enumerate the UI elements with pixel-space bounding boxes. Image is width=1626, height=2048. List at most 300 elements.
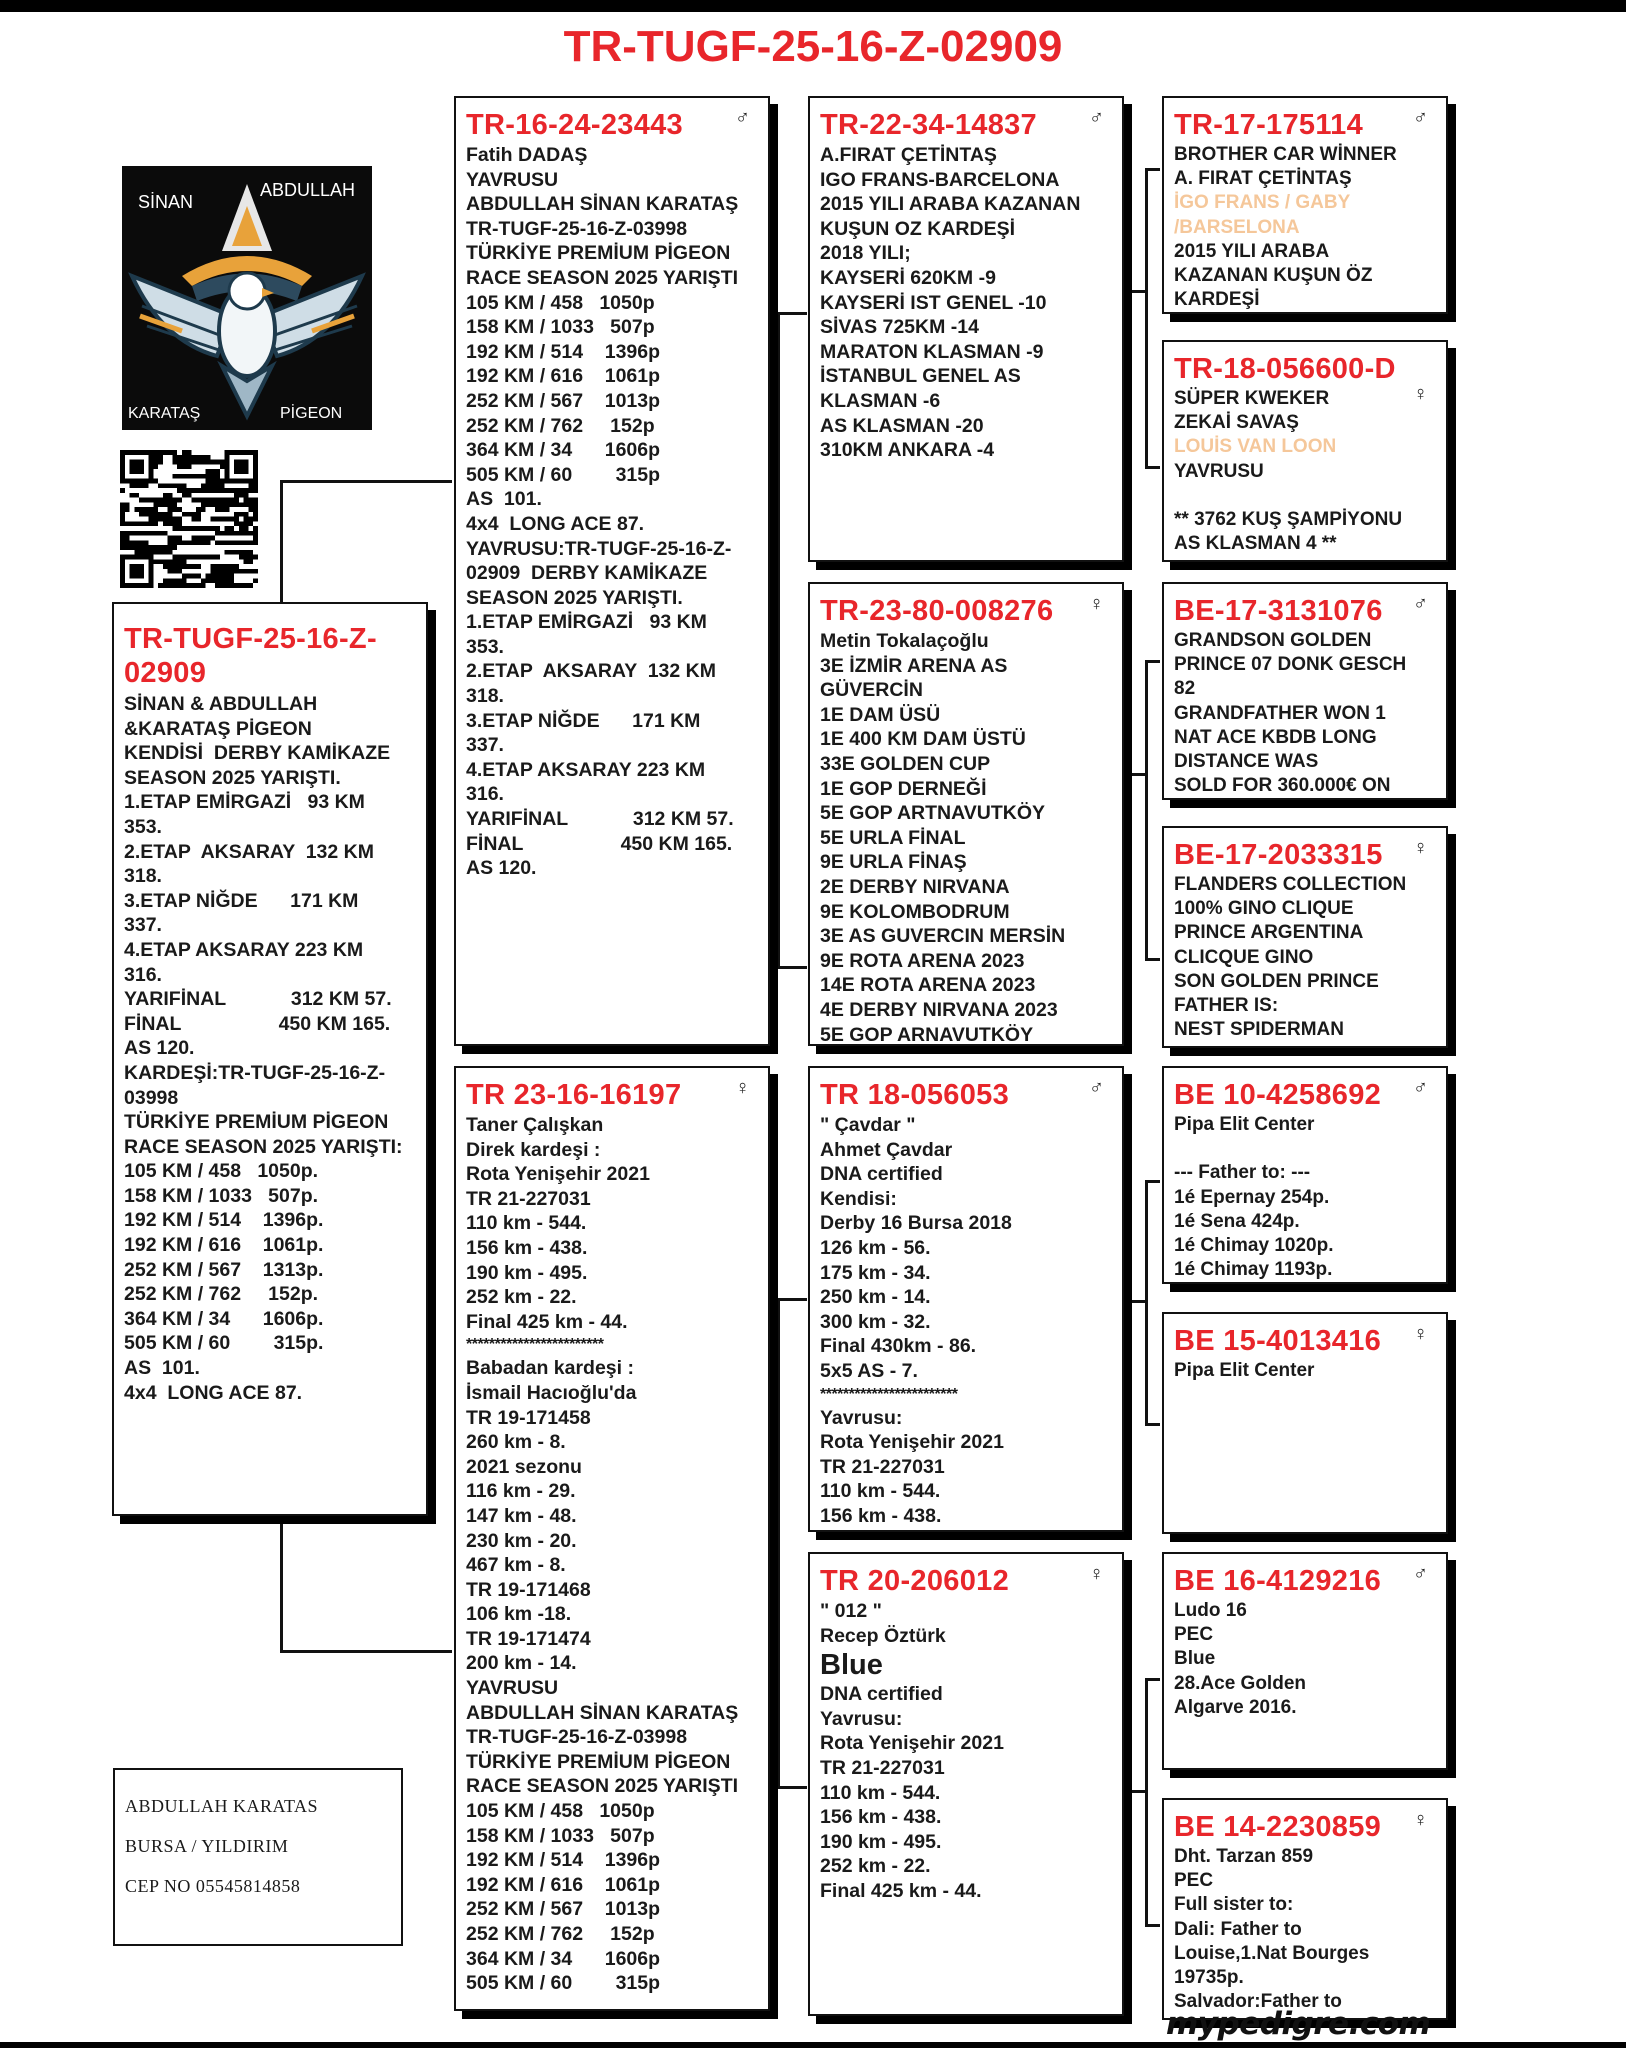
- detail-line: AS 120.: [124, 1037, 195, 1060]
- detail-line: 316.: [466, 783, 504, 806]
- detail-line: 1é Sena 424p.: [1174, 1210, 1300, 1232]
- detail-line: Derby 16 Bursa 2018: [820, 1212, 1012, 1235]
- detail-line: KAZANAN KUŞUN ÖZ: [1174, 265, 1373, 287]
- detail-line: 156 km - 438.: [820, 1806, 942, 1829]
- detail-line: 318.: [466, 685, 504, 708]
- great-grandparent-details: [1174, 387, 1436, 556]
- detail-line: 2015 YILI ARABA: [1174, 240, 1330, 262]
- detail-line: ABDULLAH SİNAN KARATAŞ: [466, 193, 739, 216]
- detail-line: 1E 400 KM DAM ÜSTÜ: [820, 728, 1026, 751]
- male-icon: ♂: [1413, 1563, 1428, 1585]
- connector-line: [1145, 168, 1160, 171]
- connector-line: [1122, 773, 1147, 776]
- detail-line: 192 KM / 616 1061p: [466, 365, 661, 388]
- detail-line: Pipa Elit Center: [1174, 1114, 1315, 1135]
- great-grandparent-details: [1174, 629, 1436, 798]
- sire-dam-card[interactable]: [808, 582, 1124, 1046]
- male-icon: ♂: [1413, 107, 1428, 129]
- great-grandparent-details: [1174, 1599, 1436, 1720]
- detail-line: GÜVERCİN: [820, 679, 923, 702]
- detail-line: Full sister to:: [1174, 1894, 1294, 1916]
- detail-line: TR-TUGF-25-16-Z-03998: [466, 1726, 688, 1749]
- connector-line: [280, 480, 452, 483]
- detail-line: 3E AS GUVERCIN MERSİN: [820, 925, 1066, 948]
- connector-line: [1145, 466, 1160, 469]
- detail-line: AS 101.: [466, 488, 542, 511]
- detail-line: MARATON KLASMAN -9: [820, 340, 1044, 363]
- male-icon: ♂: [1089, 1077, 1104, 1099]
- detail-line: ABDULLAH SİNAN KARATAŞ: [466, 1701, 739, 1724]
- detail-line: Final 425 km - 44.: [820, 1879, 982, 1902]
- detail-line: 4.ETAP AKSARAY 223 KM: [124, 938, 364, 961]
- dam-sire-ring-number[interactable]: TR 18-056053: [820, 1079, 1009, 1111]
- detail-line: TR 21-227031: [466, 1187, 591, 1210]
- great-grandparent-card[interactable]: [1162, 1552, 1448, 1770]
- detail-line: SEASON 2025 YARIŞTI.: [124, 766, 341, 789]
- great-grandparent-card[interactable]: [1162, 1312, 1448, 1534]
- page-title: TR-TUGF-25-16-Z-02909: [563, 22, 1063, 71]
- detail-line: LOUİS VAN LOON: [1174, 436, 1337, 458]
- detail-line: Rota Yenişehir 2021: [820, 1732, 1004, 1755]
- detail-line: 2015 YILI ARABA KAZANAN: [820, 193, 1081, 216]
- connector-line: [1122, 290, 1147, 293]
- detail-line: SOLD FOR 360.000€ ON: [1174, 775, 1391, 797]
- detail-line: 2018 YILI;: [820, 242, 911, 265]
- detail-line: FLANDERS COLLECTION: [1174, 874, 1407, 895]
- connector-line: [777, 1298, 807, 1301]
- detail-line: 2E DERBY NIRVANA: [820, 875, 1010, 898]
- great-grandparent-details: [1174, 143, 1436, 312]
- detail-line: 252 KM / 567 1013p: [466, 1898, 661, 1921]
- detail-line: DISTANCE WAS: [1174, 751, 1319, 773]
- eagle-pigeon-emblem-icon: [122, 166, 372, 430]
- detail-line: YARIFİNAL 312 KM 57.: [124, 988, 392, 1011]
- female-icon: ♀: [1413, 837, 1428, 859]
- dam-details: [466, 1113, 758, 1996]
- detail-line: 505 KM / 60 315p: [466, 463, 661, 486]
- detail-line: 82: [1174, 678, 1196, 700]
- detail-line: DNA certified: [820, 1683, 943, 1706]
- qr-code-graphic: [120, 450, 258, 588]
- detail-line: 300 km - 32.: [820, 1310, 931, 1333]
- detail-line: 200 km - 14.: [466, 1652, 577, 1675]
- detail-line: 1.ETAP EMİRGAZİ 93 KM: [124, 791, 365, 814]
- detail-line: 353.: [466, 635, 504, 658]
- detail-line: 9E KOLOMBODRUM: [820, 900, 1010, 923]
- detail-line: --- Father to: ---: [1174, 1162, 1311, 1184]
- detail-line: ************************: [466, 1336, 604, 1354]
- detail-line: PEC: [1174, 1624, 1214, 1646]
- detail-line: 2.ETAP AKSARAY 132 KM: [466, 660, 716, 683]
- detail-line: " Çavdar ": [820, 1114, 916, 1136]
- detail-line: 1.ETAP EMİRGAZİ 93 KM: [466, 611, 707, 634]
- dam-dam-card[interactable]: [808, 1552, 1124, 2016]
- owner-name: ABDULLAH KARATAS: [125, 1796, 319, 1816]
- connector-line: [1145, 660, 1160, 663]
- detail-line: İGO FRANS / GABY: [1174, 192, 1351, 214]
- detail-line: 14E ROTA ARENA 2023: [820, 974, 1036, 997]
- detail-line: 252 km - 22.: [466, 1286, 577, 1309]
- female-icon: ♀: [735, 1077, 750, 1099]
- detail-line: PRINCE ARGENTINA: [1174, 922, 1364, 944]
- connector-line: [777, 1298, 780, 1788]
- detail-line: 337.: [124, 914, 162, 937]
- detail-line: KARDEŞİ:TR-TUGF-25-16-Z-: [124, 1061, 386, 1084]
- detail-line: Ahmet Çavdar: [820, 1138, 953, 1161]
- detail-line: 316.: [124, 963, 162, 986]
- great-grandparent-details: [1174, 873, 1436, 1042]
- breeder-logo: [122, 166, 372, 430]
- detail-line: AS KLASMAN -20: [820, 414, 984, 437]
- detail-line: PEC: [1174, 1870, 1214, 1892]
- detail-line: Rota Yenişehir 2021: [820, 1431, 1004, 1454]
- detail-line: 100% GINO CLIQUE: [1174, 898, 1354, 920]
- detail-line: Yavrusu:: [820, 1707, 903, 1730]
- detail-line: Pipa Elit Center: [1174, 1360, 1315, 1381]
- detail-line: 4E DERBY NIRVANA 2023: [820, 998, 1058, 1021]
- detail-line: 1é Chimay 1193p.: [1174, 1259, 1333, 1281]
- detail-line: 1E DAM ÜSÜ: [820, 703, 941, 726]
- detail-line: 252 KM / 762 152p: [466, 1923, 655, 1945]
- detail-line: KUŞUN OZ KARDEŞİ: [820, 217, 1016, 240]
- female-icon: ♀: [1089, 593, 1104, 615]
- connector-line: [777, 1786, 807, 1789]
- great-grandparent-ring-number[interactable]: TR-18-056600-D: [1174, 353, 1396, 385]
- detail-line: 2021 sezonu: [466, 1455, 582, 1478]
- female-icon: ♀: [1413, 383, 1428, 405]
- detail-line: 110 km - 544.: [820, 1480, 941, 1503]
- detail-line: " 012 ": [820, 1600, 882, 1622]
- detail-line: 28.Ace Golden: [1174, 1672, 1306, 1694]
- male-icon: ♂: [735, 107, 750, 129]
- detail-line: SÜPER KWEKER: [1174, 388, 1330, 409]
- detail-line: 192 KM / 616 1061p: [466, 1873, 661, 1896]
- subject-details: [124, 692, 416, 1405]
- detail-line: Metin Tokalaçoğlu: [820, 630, 989, 652]
- detail-line: Fatih DADAŞ: [466, 144, 588, 166]
- detail-line: 192 KM / 514 1396p.: [124, 1209, 324, 1232]
- detail-line: KAYSERİ 620KM -9: [820, 266, 996, 289]
- great-grandparent-card[interactable]: [1162, 96, 1448, 314]
- detail-line: FATHER IS:: [1174, 995, 1279, 1017]
- detail-line: /BARSELONA: [1174, 216, 1300, 238]
- subject-ring-number[interactable]: TR-TUGF-25-16-Z-02909: [124, 623, 377, 689]
- detail-line: 192 KM / 616 1061p.: [124, 1234, 324, 1257]
- detail-line: KLASMAN -6: [820, 389, 941, 412]
- detail-line: 1é Epernay 254p.: [1174, 1186, 1330, 1208]
- connector-line: [1145, 1423, 1160, 1426]
- detail-line: 2.ETAP AKSARAY 132 KM: [124, 840, 374, 863]
- great-grandparent-card[interactable]: [1162, 582, 1448, 800]
- detail-line: 105 KM / 458 1050p.: [124, 1160, 319, 1183]
- detail-line: 1é Chimay 1020p.: [1174, 1235, 1334, 1257]
- great-grandparent-details: [1174, 1845, 1436, 2014]
- detail-line: 252 KM / 762 152p.: [124, 1283, 319, 1306]
- detail-line: 310KM ANKARA -4: [820, 439, 995, 462]
- detail-line: ************************: [820, 1385, 958, 1403]
- detail-line: 4x4 LONG ACE 87.: [466, 512, 645, 535]
- detail-line: 175 km - 34.: [820, 1261, 931, 1284]
- detail-line: Taner Çalışkan: [466, 1114, 604, 1136]
- sire-dam-ring-number[interactable]: TR-23-80-008276: [820, 595, 1054, 627]
- footer-brand-link[interactable]: mypedigre.com: [1166, 2006, 1431, 2042]
- logo-word-karatas: KARATAŞ: [128, 405, 201, 422]
- great-grandparent-ring-number[interactable]: BE 10-4258692: [1174, 1079, 1382, 1111]
- detail-line: TR 21-227031: [820, 1756, 945, 1779]
- detail-line: 106 km -18.: [466, 1603, 572, 1626]
- detail-line: TR-TUGF-25-16-Z-03998: [466, 217, 688, 240]
- detail-line: 252 km - 22.: [820, 1855, 931, 1878]
- detail-line: Final 425 km - 44.: [466, 1310, 628, 1333]
- detail-line: 158 KM / 1033 507p: [466, 1824, 655, 1847]
- dam-sire-card[interactable]: [808, 1066, 1124, 1532]
- detail-line: TÜRKİYE PREMİUM PİGEON: [466, 1750, 731, 1773]
- connector-line: [280, 1650, 452, 1653]
- detail-line: NAT ACE KBDB LONG: [1174, 726, 1377, 748]
- detail-line: Babadan kardeşi :: [466, 1357, 634, 1380]
- detail-line: KENDİSİ DERBY KAMİKAZE: [124, 742, 391, 765]
- logo-word-sinan: SİNAN: [138, 192, 194, 212]
- detail-line: TR 19-171468: [466, 1578, 591, 1601]
- detail-line: 3.ETAP NİĞDE 171 KM: [466, 709, 701, 732]
- detail-line: RACE SEASON 2025 YARIŞTI: [466, 1775, 739, 1798]
- detail-line: 260 km - 8.: [466, 1431, 566, 1454]
- owner-contact-box: [113, 1768, 403, 1946]
- detail-line: YARIFİNAL 312 KM 57.: [466, 808, 734, 831]
- detail-line: 3.ETAP NİĞDE 171 KM: [124, 889, 359, 912]
- detail-line: TR 19-171458: [466, 1406, 591, 1429]
- detail-line: NEST SPIDERMAN: [1174, 1019, 1344, 1041]
- detail-line: RACE SEASON 2025 YARIŞTI: [466, 266, 739, 289]
- connector-line: [1145, 660, 1148, 960]
- detail-line: 9E URLA FİNAŞ: [820, 851, 967, 874]
- connector-line: [280, 480, 283, 603]
- detail-line: Final 430km - 86.: [820, 1335, 977, 1358]
- qr-code-icon[interactable]: [120, 450, 258, 588]
- detail-line: 156 km - 438.: [466, 1236, 588, 1259]
- male-icon: ♂: [1413, 593, 1428, 615]
- detail-line: TR 19-171474: [466, 1627, 591, 1650]
- detail-line: 505 KM / 60 315p: [466, 1972, 661, 1995]
- detail-line: 110 km - 544.: [466, 1212, 587, 1235]
- connector-line: [1145, 1924, 1160, 1927]
- detail-line: A. FIRAT ÇETİNTAŞ: [1174, 168, 1352, 190]
- detail-line: 03998: [124, 1086, 179, 1109]
- detail-line: 105 KM / 458 1050p: [466, 1800, 655, 1823]
- detail-line: 353.: [124, 815, 162, 838]
- connector-line: [1145, 1180, 1160, 1183]
- detail-line: 252 KM / 567 1013p: [466, 389, 661, 412]
- detail-line: 192 KM / 514 1396p: [466, 1849, 661, 1872]
- detail-line: TR 21-227031: [820, 1455, 945, 1478]
- detail-line: TÜRKİYE PREMİUM PİGEON: [124, 1111, 389, 1134]
- dam-ring-number[interactable]: TR 23-16-16197: [466, 1079, 682, 1111]
- detail-line: Rota Yenişehir 2021: [466, 1163, 650, 1186]
- detail-line: RACE SEASON 2025 YARIŞTI:: [124, 1135, 403, 1158]
- detail-line: YAVRUSU: [466, 1677, 559, 1700]
- detail-line: CLICQUE GINO: [1174, 946, 1314, 968]
- detail-line: 337.: [466, 734, 504, 757]
- detail-line: 147 km - 48.: [466, 1504, 577, 1527]
- sire-dam-details: [820, 629, 1112, 1046]
- detail-line: Ludo 16: [1174, 1600, 1247, 1621]
- detail-line: 105 KM / 458 1050p: [466, 291, 655, 314]
- detail-line: Blue: [820, 1649, 883, 1682]
- detail-line: 110 km - 544.: [820, 1781, 941, 1804]
- dam-dam-ring-number[interactable]: TR 20-206012: [820, 1565, 1009, 1597]
- sire-details: [466, 143, 758, 881]
- detail-line: DNA certified: [820, 1163, 943, 1186]
- detail-line: ZEKAİ SAVAŞ: [1174, 412, 1299, 434]
- detail-line: TÜRKİYE PREMİUM PİGEON: [466, 242, 731, 265]
- detail-line: 126 km - 56.: [820, 1236, 931, 1259]
- detail-line: 02909 DERBY KAMİKAZE: [466, 562, 708, 585]
- detail-line: &KARATAŞ PİGEON: [124, 717, 312, 740]
- connector-line: [1122, 1790, 1147, 1793]
- connector-line: [1145, 958, 1160, 961]
- detail-line: SİVAS 725KM -14: [820, 316, 979, 339]
- connector-line: [777, 312, 780, 968]
- detail-line: PRINCE 07 DONK GESCH: [1174, 654, 1407, 676]
- detail-line: 116 km - 29.: [466, 1480, 576, 1503]
- detail-line: 230 km - 20.: [466, 1529, 577, 1552]
- detail-line: Kendisi:: [820, 1187, 897, 1210]
- detail-line: 364 KM / 34 1606p: [466, 1947, 661, 1970]
- detail-line: FİNAL 450 KM 165.: [466, 832, 733, 855]
- connector-line: [1145, 1678, 1160, 1681]
- detail-line: Blue: [1174, 1648, 1216, 1670]
- detail-line: 252 KM / 567 1313p.: [124, 1258, 324, 1281]
- detail-line: 364 KM / 34 1606p.: [124, 1307, 324, 1330]
- sire-sire-card[interactable]: [808, 96, 1124, 562]
- connector-line: [1145, 1678, 1148, 1926]
- owner-location: BURSA / YILDIRIM: [125, 1836, 289, 1856]
- great-grandparent-ring-number[interactable]: BE-17-2033315: [1174, 839, 1383, 871]
- dam-dam-details: [820, 1599, 1112, 1904]
- connector-line: [1122, 1300, 1147, 1303]
- detail-line: Dht. Tarzan 859: [1174, 1846, 1314, 1867]
- detail-line: 5E GOP ARTNAVUTKÖY: [820, 802, 1046, 825]
- great-grandparent-details: [1174, 1359, 1436, 1383]
- detail-line: [1174, 484, 1436, 508]
- detail-line: 5E GOP ARNAVUTKÖY: [820, 1023, 1034, 1046]
- detail-line: GRANDSON GOLDEN: [1174, 630, 1372, 651]
- detail-line: SEASON 2025 YARIŞTI.: [466, 586, 683, 609]
- detail-line: 505 KM / 60 315p.: [124, 1332, 324, 1355]
- detail-line: AS 120.: [466, 857, 537, 880]
- detail-line: 4x4 LONG ACE 87.: [124, 1381, 303, 1404]
- detail-line: AS KLASMAN 4 **: [1174, 533, 1337, 555]
- female-icon: ♀: [1413, 1809, 1428, 1831]
- detail-line: Salvador:Father to: [1174, 1991, 1342, 2013]
- detail-line: [1174, 1137, 1436, 1161]
- detail-line: Direk kardeşi :: [466, 1138, 601, 1161]
- detail-line: FİNAL 450 KM 165.: [124, 1012, 391, 1035]
- detail-line: GRANDFATHER WON 1: [1174, 702, 1386, 724]
- female-icon: ♀: [1413, 1323, 1428, 1345]
- subject-pigeon-card[interactable]: [112, 602, 428, 1516]
- detail-line: KAYSERİ IST GENEL -10: [820, 291, 1047, 314]
- dam-card[interactable]: [454, 1066, 770, 2011]
- detail-line: AS 101.: [124, 1357, 200, 1380]
- detail-line: BROTHER CAR WİNNER: [1174, 144, 1397, 165]
- detail-line: 467 km - 8.: [466, 1554, 566, 1577]
- detail-line: 190 km - 495.: [820, 1830, 942, 1853]
- connector-line: [280, 1512, 283, 1652]
- sire-sire-ring-number[interactable]: TR-22-34-14837: [820, 109, 1037, 141]
- sire-card[interactable]: [454, 96, 770, 1046]
- sire-sire-details: [820, 143, 1112, 463]
- detail-line: Algarve 2016.: [1174, 1696, 1297, 1718]
- detail-line: 252 KM / 762 152p: [466, 414, 655, 437]
- detail-line: YAVRUSU: [466, 168, 559, 191]
- logo-word-abdullah: ABDULLAH: [260, 180, 356, 200]
- connector-line: [777, 966, 807, 969]
- detail-line: 9E ROTA ARENA 2023: [820, 949, 1025, 972]
- detail-line: YAVRUSU: [1174, 460, 1264, 482]
- detail-line: 4.ETAP AKSARAY 223 KM: [466, 758, 706, 781]
- owner-phone[interactable]: CEP NO 05545814858: [125, 1876, 301, 1896]
- great-grandparent-ring-number[interactable]: BE 14-2230859: [1174, 1811, 1382, 1843]
- top-border-bar: [0, 0, 1626, 12]
- great-grandparent-ring-number[interactable]: BE-17-3131076: [1174, 595, 1383, 627]
- detail-line: A.FIRAT ÇETİNTAŞ: [820, 144, 997, 166]
- great-grandparent-details: [1174, 1113, 1436, 1282]
- great-grandparent-ring-number[interactable]: BE 15-4013416: [1174, 1325, 1382, 1357]
- great-grandparent-card[interactable]: [1162, 1798, 1448, 2020]
- detail-line: 190 km - 495.: [466, 1261, 588, 1284]
- detail-line: Yavrusu:: [820, 1406, 903, 1429]
- great-grandparent-ring-number[interactable]: TR-17-175114: [1174, 109, 1363, 141]
- detail-line: 158 KM / 1033 507p.: [124, 1184, 319, 1207]
- detail-line: İsmail Hacıoğlu'da: [466, 1381, 637, 1404]
- sire-ring-number[interactable]: TR-16-24-23443: [466, 109, 683, 141]
- dam-sire-details: [820, 1113, 1112, 1529]
- detail-line: 33E GOLDEN CUP: [820, 752, 991, 775]
- detail-line: 3E İZMİR ARENA AS: [820, 654, 1008, 677]
- detail-line: 192 KM / 514 1396p: [466, 340, 661, 363]
- logo-word-pigeon: PİGEON: [280, 405, 343, 422]
- great-grandparent-card[interactable]: [1162, 340, 1448, 562]
- detail-line: Dali: Father to: [1174, 1918, 1302, 1940]
- detail-line: 5E URLA FİNAL: [820, 826, 966, 849]
- detail-line: 364 KM / 34 1606p: [466, 439, 661, 462]
- detail-line: 156 km - 438.: [820, 1504, 942, 1527]
- detail-line: 5x5 AS - 7.: [820, 1359, 918, 1382]
- connector-line: [1145, 168, 1148, 468]
- bottom-border-bar: [0, 2042, 1626, 2048]
- detail-line: KARDEŞİ: [1174, 289, 1260, 311]
- detail-line: 250 km - 14.: [820, 1286, 931, 1309]
- great-grandparent-ring-number[interactable]: BE 16-4129216: [1174, 1565, 1382, 1597]
- great-grandparent-card[interactable]: [1162, 826, 1448, 1048]
- detail-line: SİNAN & ABDULLAH: [124, 693, 318, 715]
- detail-line: SON GOLDEN PRINCE: [1174, 970, 1379, 992]
- detail-line: 1E GOP DERNEĞİ: [820, 777, 987, 800]
- detail-line: Louise,1.Nat Bourges: [1174, 1942, 1370, 1964]
- detail-line: 318.: [124, 865, 162, 888]
- detail-line: 158 KM / 1033 507p: [466, 316, 655, 339]
- detail-line: Recep Öztürk: [820, 1624, 946, 1647]
- detail-line: ** 3762 KUŞ ŞAMPİYONU: [1174, 509, 1403, 531]
- detail-line: YAVRUSU:TR-TUGF-25-16-Z-: [466, 537, 732, 560]
- connector-line: [777, 312, 807, 315]
- detail-line: IGO FRANS-BARCELONA: [820, 168, 1060, 191]
- great-grandparent-card[interactable]: [1162, 1066, 1448, 1284]
- detail-line: 19735p.: [1174, 1967, 1244, 1989]
- male-icon: ♂: [1413, 1077, 1428, 1099]
- detail-line: İSTANBUL GENEL AS: [820, 365, 1021, 388]
